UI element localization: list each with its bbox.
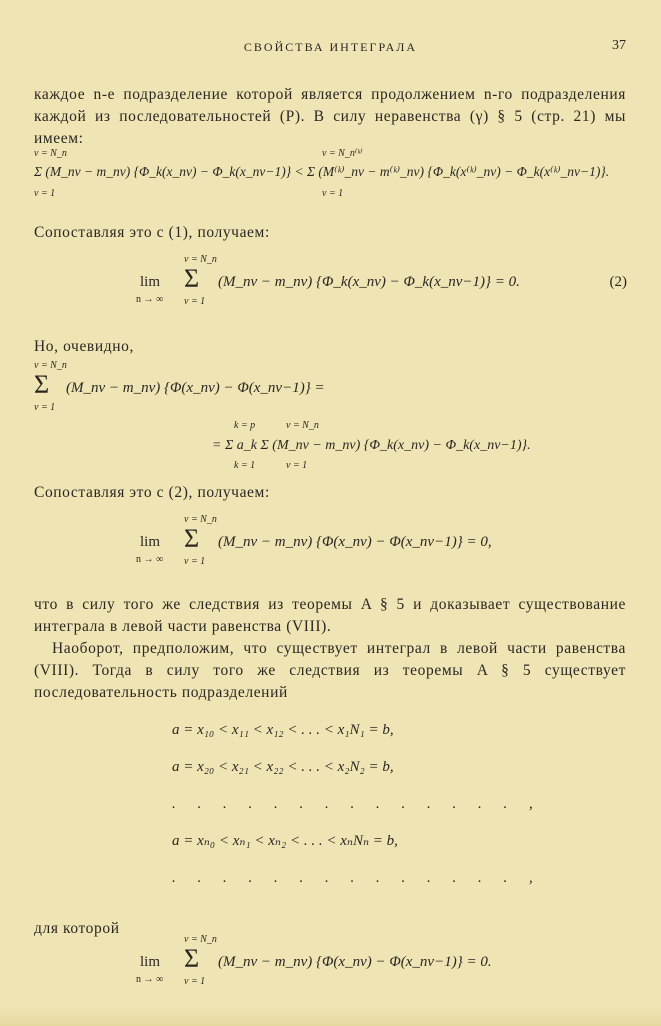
sum-upper-limit: ν = N_n [286,420,319,431]
chain-line: a = xₙ₀ < xₙ₁ < xₙ₂ < . . . < xₙNₙ = b, [172,833,398,849]
sum-upper-limit: ν = N_n [34,148,67,159]
paragraph: Наоборот, предположим, что существует интеграл в левой части равенства (VIII). Тогда в силу того же следствия из теоремы A § 5 существует последовательность подразделений [34,640,626,701]
sigma-icon: Σ [34,370,50,399]
paragraph: Сопоставляя это с (2), получаем: [34,484,270,501]
formula-3 [34,360,634,470]
chain-line: a = x₂₀ < x₂₁ < x₂₂ < . . . < x₂N₂ = b, [172,759,394,775]
equation-label: (2) [609,274,627,290]
paragraph: Но, очевидно, [34,338,134,355]
lim: lim [140,534,161,550]
page-edge-shadow [0,1006,661,1026]
sum-lower-limit: ν = 1 [184,976,206,987]
chain-ellipsis: . . . . . . . . . . . . . . , [172,796,542,812]
sum-lower-limit: ν = 1 [34,402,56,413]
lim-subscript: n → ∞ [136,294,164,305]
sigma-icon: Σ [184,524,200,553]
formula-body: (M_nν − m_nν) {Φ_k(x_nν) − Φ_k(x_nν−1)} = 0. [218,274,520,290]
sum-lower-limit: ν = 1 [34,188,56,199]
chain-ellipsis: . . . . . . . . . . . . . . , [172,870,542,886]
sigma-icon: Σ [184,944,200,973]
paragraph: каждое n-е подразделение которой является продолжением n-го подразделения каждой из последовательностей (P). В силу неравенства (γ) § 5 (стр. 21) мы имеем: [34,86,626,147]
formula-body: (M_nν − m_nν) {Φ(x_nν) − Φ(x_nν−1)} = [66,380,325,396]
paragraph: что в силу того же следствия из теоремы A § 5 и доказывает существование интеграла в левой части равенства (VIII). [34,596,626,635]
formula-2 [136,252,620,312]
formula-body: Σ (M_nν − m_nν) {Φ_k(x_nν) − Φ_k(x_nν−1)} < Σ (M⁽ᵏ⁾_nν − m⁽ᵏ⁾_nν) {Φ_k(x⁽ᵏ⁾_nν) − Φ_k(x⁽ᵏ⁾_nν−1)}. [34,164,610,179]
page-number: 37 [612,38,626,53]
formula-4 [136,512,620,572]
paragraph: Сопоставляя это с (1), получаем: [34,224,270,241]
formula-5 [136,932,620,992]
formula-body: (M_nν − m_nν) {Φ(x_nν) − Φ(x_nν−1)} = 0. [218,954,492,970]
sum-lower-limit: ν = 1 [322,188,344,199]
sum-lower-limit: ν = 1 [286,460,308,471]
chain-line: a = x₁₀ < x₁₁ < x₁₂ < . . . < x₁N₁ = b, [172,722,394,738]
lim-subscript: n → ∞ [136,974,164,985]
formula-inequality [34,148,634,198]
sum-lower-limit: k = 1 [234,460,256,471]
sum-upper-limit: k = p [234,420,256,431]
paragraph: для которой [34,920,120,937]
lim: lim [140,274,161,290]
sum-lower-limit: ν = 1 [184,556,206,567]
sum-upper-limit: ν = N_n [184,934,217,945]
sum-upper-limit: ν = N_n⁽ᵏ⁾ [322,148,363,159]
formula-body: (M_nν − m_nν) {Φ(x_nν) − Φ(x_nν−1)} = 0, [218,534,492,550]
subdivision-chain [172,712,542,897]
running-header: СВОЙСТВА ИНТЕГРАЛА [243,40,418,54]
sigma-icon: Σ [184,264,200,293]
sum-lower-limit: ν = 1 [184,296,206,307]
sum-upper-limit: ν = N_n [34,360,67,371]
lim-subscript: n → ∞ [136,554,164,565]
sum-upper-limit: ν = N_n [184,254,217,265]
lim: lim [140,954,161,970]
sum-upper-limit: ν = N_n [184,514,217,525]
formula-body: = Σ a_k Σ (M_nν − m_nν) {Φ_k(x_nν) − Φ_k(x_nν−1)}. [212,438,531,453]
